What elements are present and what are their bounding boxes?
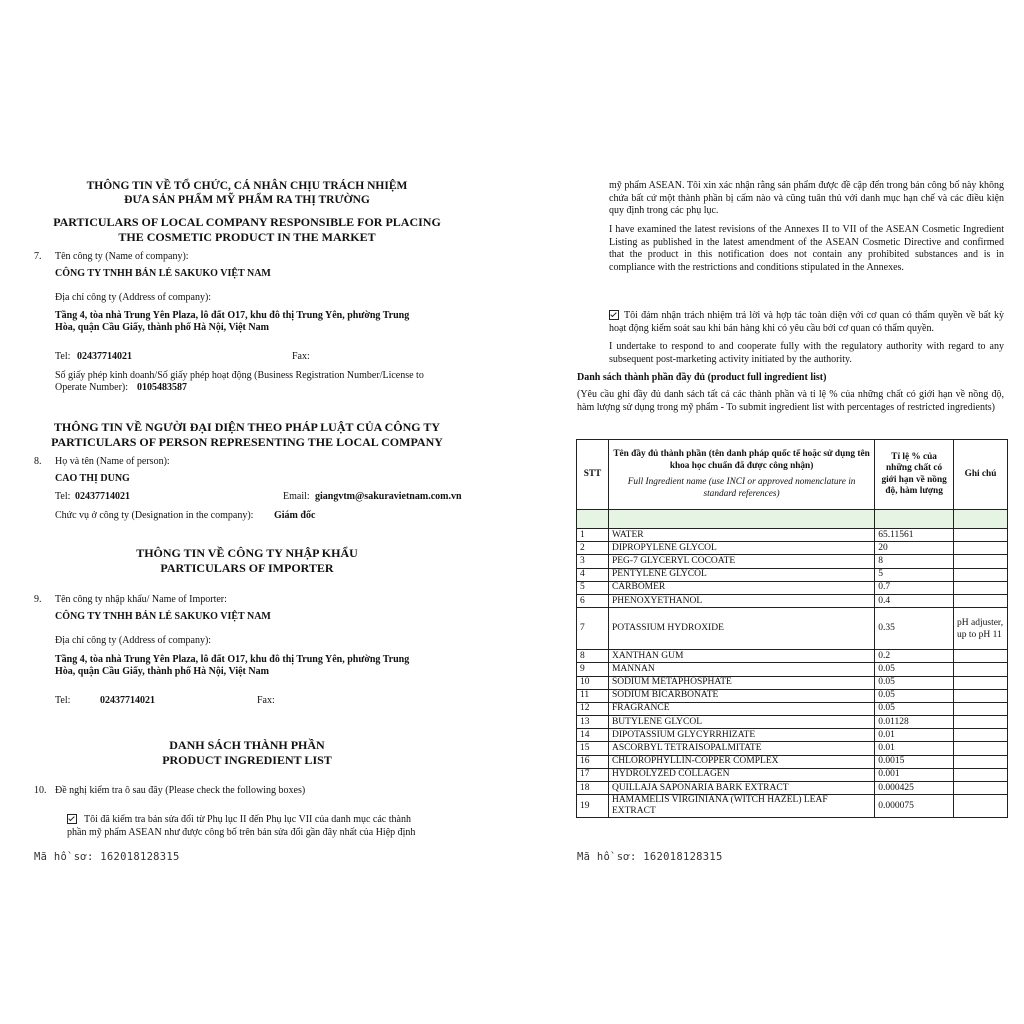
table-row <box>577 782 1008 795</box>
cell-pct: 0.000075 <box>875 795 954 818</box>
ingredient-table <box>576 439 1008 818</box>
importer-tel-label: Tel: <box>55 695 71 706</box>
cell-pct: 0.05 <box>875 689 954 702</box>
cell-note <box>954 676 1008 689</box>
cell-pct: 0.05 <box>875 702 954 715</box>
cell-stt: 12 <box>577 702 609 715</box>
table-row <box>577 742 1008 755</box>
file-code-left: Mã hồ sơ: 162018128315 <box>34 851 180 863</box>
header-ingredient-name <box>608 440 874 510</box>
cell-pct: 5 <box>875 568 954 581</box>
header-note: Ghi chú <box>954 440 1008 510</box>
designation-label: Chức vụ ở công ty (Designation in the company): <box>55 510 254 521</box>
cell-name: DIPOTASSIUM GLYCYRRHIZATE <box>608 729 874 742</box>
cell-pct: 0.01128 <box>875 716 954 729</box>
org-title-en: PARTICULARS OF LOCAL COMPANY RESPONSIBLE FOR PLACING <box>53 215 441 229</box>
email-label: Email: <box>283 491 310 502</box>
cell-name: QUILLAJA SAPONARIA BARK EXTRACT <box>608 782 874 795</box>
cell-pct: 0.2 <box>875 650 954 663</box>
table-row <box>577 555 1008 568</box>
table-row <box>577 529 1008 542</box>
cell-stt: 5 <box>577 581 609 594</box>
table-header-row <box>577 440 1008 510</box>
cell-pct: 65.11561 <box>875 529 954 542</box>
cell-note <box>954 555 1008 568</box>
item-9-number: 9. <box>34 594 42 605</box>
cell-pct: 8 <box>875 555 954 568</box>
table-row <box>577 581 1008 594</box>
cell-pct: 0.0015 <box>875 755 954 768</box>
email-value: giangvtm@sakuravietnam.com.vn <box>315 491 462 502</box>
cell-name: PHENOXYETHANOL <box>608 594 874 607</box>
table-row <box>577 676 1008 689</box>
cell-stt: 17 <box>577 768 609 781</box>
cell-name: SODIUM BICARBONATE <box>608 689 874 702</box>
table-row <box>577 716 1008 729</box>
cell-note <box>954 581 1008 594</box>
item-8-number: 8. <box>34 456 42 467</box>
cell-name: CHLOROPHYLLIN-COPPER COMPLEX <box>608 755 874 768</box>
cell-note <box>954 568 1008 581</box>
tel-label: Tel: <box>55 351 71 362</box>
person-name-label: Họ và tên (Name of person): <box>55 456 170 467</box>
cell-name: WATER <box>608 529 874 542</box>
license-text: Số giấy phép kinh doanh/Số giấy phép hoạt động (Business Registration Number/License to <box>55 370 424 381</box>
cell-name: MANNAN <box>608 663 874 676</box>
ingredient-title-en: PRODUCT INGREDIENT LIST <box>162 753 332 767</box>
fax-label: Fax: <box>292 351 310 362</box>
cell-stt: 14 <box>577 729 609 742</box>
cell-name: HYDROLYZED COLLAGEN <box>608 768 874 781</box>
org-title-vi: THÔNG TIN VỀ TỔ CHỨC, CÁ NHÂN CHỊU TRÁCH NHIỆM <box>86 180 408 192</box>
importer-address-line-1: Tầng 4, tòa nhà Trung Yên Plaza, lô đất O17, khu đô thị Trung Yên, phường Trung <box>55 654 410 665</box>
cell-pct: 0.01 <box>875 742 954 755</box>
ingredient-list-title: Danh sách thành phần đầy đủ (product full ingredient list) <box>577 372 827 383</box>
table-row <box>577 768 1008 781</box>
cell-stt: 11 <box>577 689 609 702</box>
person-name: CAO THỊ DUNG <box>55 473 130 484</box>
license-number: 0105483587 <box>137 382 187 393</box>
importer-name: CÔNG TY TNHH BÁN LẺ SAKUKO VIỆT NAM <box>55 611 271 622</box>
cell-stt: 6 <box>577 594 609 607</box>
importer-name-label: Tên công ty nhập khẩu/ Name of Importer: <box>55 594 227 605</box>
cell-stt: 19 <box>577 795 609 818</box>
org-title-vi-2: ĐƯA SẢN PHẨM MỸ PHẨM RA THỊ TRƯỜNG <box>124 194 370 206</box>
cell-note <box>954 782 1008 795</box>
cell-stt: 10 <box>577 676 609 689</box>
cell-name: XANTHAN GUM <box>608 650 874 663</box>
cell-note <box>954 702 1008 715</box>
responsibility-en: I undertake to respond to and cooperate fully with the regulatory authority with regard to any subsequent post-marketing activity initiated by the authority. <box>609 341 1004 365</box>
org-title-en-2: THE COSMETIC PRODUCT IN THE MARKET <box>118 230 376 244</box>
cell-note <box>954 729 1008 742</box>
cell-note <box>954 650 1008 663</box>
cell-pct: 0.05 <box>875 663 954 676</box>
check-instruction: Đề nghị kiểm tra ô sau đây (Please check the following boxes) <box>55 785 306 796</box>
cell-stt: 9 <box>577 663 609 676</box>
cell-name: FRAGRANCE <box>608 702 874 715</box>
item-10-number: 10. <box>34 785 47 796</box>
cell-pct: 0.7 <box>875 581 954 594</box>
table-row <box>577 795 1008 818</box>
cell-note <box>954 716 1008 729</box>
header-stt: STT <box>577 440 609 510</box>
cell-note <box>954 594 1008 607</box>
tel-value: 02437714021 <box>77 351 132 362</box>
table-row <box>577 542 1008 555</box>
declaration-vi: mỹ phẩm ASEAN. Tôi xin xác nhận rằng sản phẩm được đề cập đến trong bản công bố này không chứa bất cứ một thành phần bị cấm nào và cũng tuân thủ với danh mục hạn chế và các điều kiện quy định trong các phụ lục. <box>609 180 1004 216</box>
address-label: Địa chỉ công ty (Address of company): <box>55 292 212 303</box>
cell-note <box>954 795 1008 818</box>
cell-stt: 8 <box>577 650 609 663</box>
cell-name: POTASSIUM HYDROXIDE <box>608 608 874 650</box>
item-7-number: 7. <box>34 251 42 262</box>
rep-title-en: PARTICULARS OF PERSON REPRESENTING THE LOCAL COMPANY <box>51 435 443 449</box>
table-row <box>577 689 1008 702</box>
declaration-en: I have examined the latest revisions of the Annexes II to VII of the ASEAN Cosmetic Ingredient Listing as published in the latest amendment of the ASEAN Cosmetic Directive and confirmed that the product in this notification does not contain any prohibited substances and is in compliance with the restrictions and conditions stipulated in the Annexes. <box>609 224 1004 273</box>
cell-pct: 0.001 <box>875 768 954 781</box>
cell-note <box>954 689 1008 702</box>
table-row <box>577 568 1008 581</box>
importer-fax-label: Fax: <box>257 695 275 706</box>
cell-note <box>954 768 1008 781</box>
importer-tel-value: 02437714021 <box>100 695 155 706</box>
cell-note <box>954 755 1008 768</box>
table-row <box>577 729 1008 742</box>
checkbox-annex[interactable] <box>67 814 81 826</box>
cell-pct: 0.01 <box>875 729 954 742</box>
cell-stt: 18 <box>577 782 609 795</box>
rep-title-vi: THÔNG TIN VỀ NGƯỜI ĐẠI DIỆN THEO PHÁP LUẬT CỦA CÔNG TY <box>53 420 441 434</box>
address-line-1: Tầng 4, tòa nhà Trung Yên Plaza, lô đất O17, khu đô thị Trung Yên, phường Trung <box>55 310 410 321</box>
ingredient-list-note: (Yêu cầu ghi đầy đủ danh sách tất cả các thành phần và tỉ lệ % của những chất có giới hạn về nồng độ, hàm lượng sử dụng trong mỹ phẩm - To submit ingredient list with percentages of restricted ingredients) <box>577 389 1004 413</box>
checkmark-icon <box>67 814 77 824</box>
file-code-right: Mã hồ sơ: 162018128315 <box>577 851 723 863</box>
checkbox-annex-text-1: Tôi đã kiểm tra bản sửa đổi từ Phụ lục II đến Phụ lục VII của danh mục các thành <box>84 814 411 825</box>
cell-pct: 20 <box>875 542 954 555</box>
cell-name: HAMAMELIS VIRGINIANA (WITCH HAZEL) LEAF EXTRACT <box>608 795 874 818</box>
person-tel-label: Tel: <box>55 491 71 502</box>
cell-name: DIPROPYLENE GLYCOL <box>608 542 874 555</box>
cell-note <box>954 529 1008 542</box>
cell-stt: 3 <box>577 555 609 568</box>
checkbox-annex-text-2: phần mỹ phẩm ASEAN như được công bố trên bản sửa đổi gần đây nhất của Hiệp định <box>67 827 416 838</box>
table-row <box>577 755 1008 768</box>
cell-pct: 0.000425 <box>875 782 954 795</box>
cell-stt: 16 <box>577 755 609 768</box>
cell-pct: 0.35 <box>875 608 954 650</box>
cell-stt: 1 <box>577 529 609 542</box>
cell-name: SODIUM METAPHOSPHATE <box>608 676 874 689</box>
cell-stt: 13 <box>577 716 609 729</box>
address-line-2: Hòa, quận Cầu Giấy, thành phố Hà Nội, Việt Nam <box>55 322 269 333</box>
cell-stt: 2 <box>577 542 609 555</box>
cell-name: BUTYLENE GLYCOL <box>608 716 874 729</box>
header-name-vi: Tên đầy đủ thành phần (tên danh pháp quốc tế hoặc sử dụng tên khoa học chuẩn đã được công nhận) <box>613 449 870 471</box>
ingredient-title-vi: DANH SÁCH THÀNH PHẦN <box>169 738 325 752</box>
cell-name: PENTYLENE GLYCOL <box>608 568 874 581</box>
cell-pct: 0.4 <box>875 594 954 607</box>
cell-note: pH adjuster, up to pH 11 <box>954 608 1008 650</box>
person-tel-value: 02437714021 <box>75 491 130 502</box>
company-name-label: Tên công ty (Name of company): <box>55 251 189 262</box>
cell-stt: 15 <box>577 742 609 755</box>
company-name: CÔNG TY TNHH BÁN LẺ SAKUKO VIỆT NAM <box>55 268 271 279</box>
cell-stt: 4 <box>577 568 609 581</box>
license-text-2: Operate Number): <box>55 382 129 393</box>
table-row <box>577 594 1008 607</box>
responsibility-vi: Tôi đảm nhận trách nhiệm trả lời và hợp tác toàn diện với cơ quan có thẩm quyền về bất kỳ hoạt động kiểm soát sau khi bán hàng khi có yêu cầu bởi cơ quan có thẩm quyền. <box>609 310 1004 334</box>
designation-value: Giám đốc <box>274 510 316 521</box>
cell-pct: 0.05 <box>875 676 954 689</box>
cell-name: PEG-7 GLYCERYL COCOATE <box>608 555 874 568</box>
table-row <box>577 702 1008 715</box>
importer-title-vi: THÔNG TIN VỀ CÔNG TY NHẬP KHẨU <box>136 546 358 560</box>
cell-name: ASCORBYL TETRAISOPALMITATE <box>608 742 874 755</box>
cell-note <box>954 663 1008 676</box>
cell-name: CARBOMER <box>608 581 874 594</box>
importer-address-line-2: Hòa, quận Cầu Giấy, thành phố Hà Nội, Việt Nam <box>55 666 269 677</box>
table-spacer-row <box>577 510 1008 529</box>
cell-stt: 7 <box>577 608 609 650</box>
table-row <box>577 663 1008 676</box>
header-name-en: Full Ingredient name (use INCI or approved nomenclature in standard references) <box>627 477 856 499</box>
importer-title-en: PARTICULARS OF IMPORTER <box>160 561 334 575</box>
table-row <box>577 650 1008 663</box>
cell-note <box>954 542 1008 555</box>
table-row <box>577 608 1008 650</box>
cell-note <box>954 742 1008 755</box>
header-percentage: Tỉ lệ % của những chất có giới hạn về nồng độ, hàm lượng <box>875 440 954 510</box>
importer-address-label: Địa chỉ công ty (Address of company): <box>55 635 212 646</box>
